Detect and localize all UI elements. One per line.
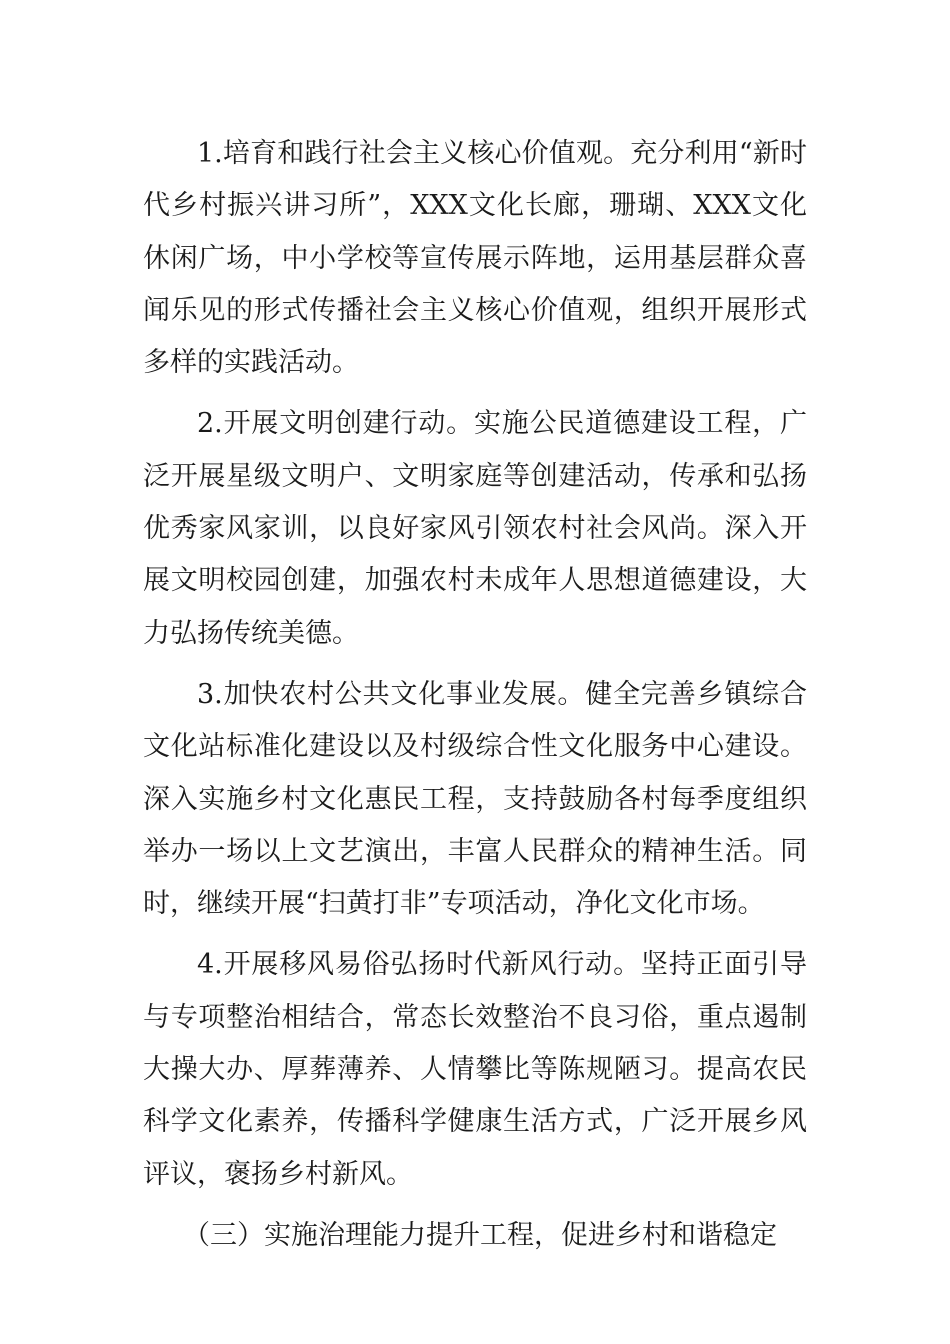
document-body xyxy=(143,128,807,1262)
paragraph-civilization-campaign: 2.开展文明创建行动。实施公民道德建设工程，广泛开展星级文明户、文明家庭等创建活动，传承和弘扬优秀家风家训，以良好家风引领农村社会风尚。深入开展文明校园创建，加强农村未成年人思想道德建设，大力弘扬传统美德。 xyxy=(143,408,807,649)
paragraph-public-culture: 3.加快农村公共文化事业发展。健全完善乡镇综合文化站标准化建设以及村级综合性文化服务中心建设。深入实施乡村文化惠民工程，支持鼓励各村每季度组织举办一场以上文艺演出，丰富人民群众的精神生活。同时，继续开展“扫黄打非”专项活动，净化文化市场。 xyxy=(143,678,807,920)
paragraph-customs-reform: 4.开展移风易俗弘扬时代新风行动。坚持正面引导与专项整治相结合，常态长效整治不良习俗，重点遏制大操大办、厚葬薄养、人情攀比等陈规陋习。提高农民科学文化素养，传播科学健康生活方式，广泛开展乡风评议，褒扬乡村新风。 xyxy=(143,949,807,1190)
section-heading: （三）实施治理能力提升工程，促进乡村和谐稳定 xyxy=(183,1219,777,1251)
paragraph-core-values: 1.培育和践行社会主义核心价值观。充分利用“新时代乡村振兴讲习所”，XXX文化长廊，珊瑚、XXX文化休闲广场，中小学校等宣传展示阵地，运用基层群众喜闻乐见的形式传播社会主义核心价值观，组织开展形式多样的实践活动。 xyxy=(143,138,807,379)
